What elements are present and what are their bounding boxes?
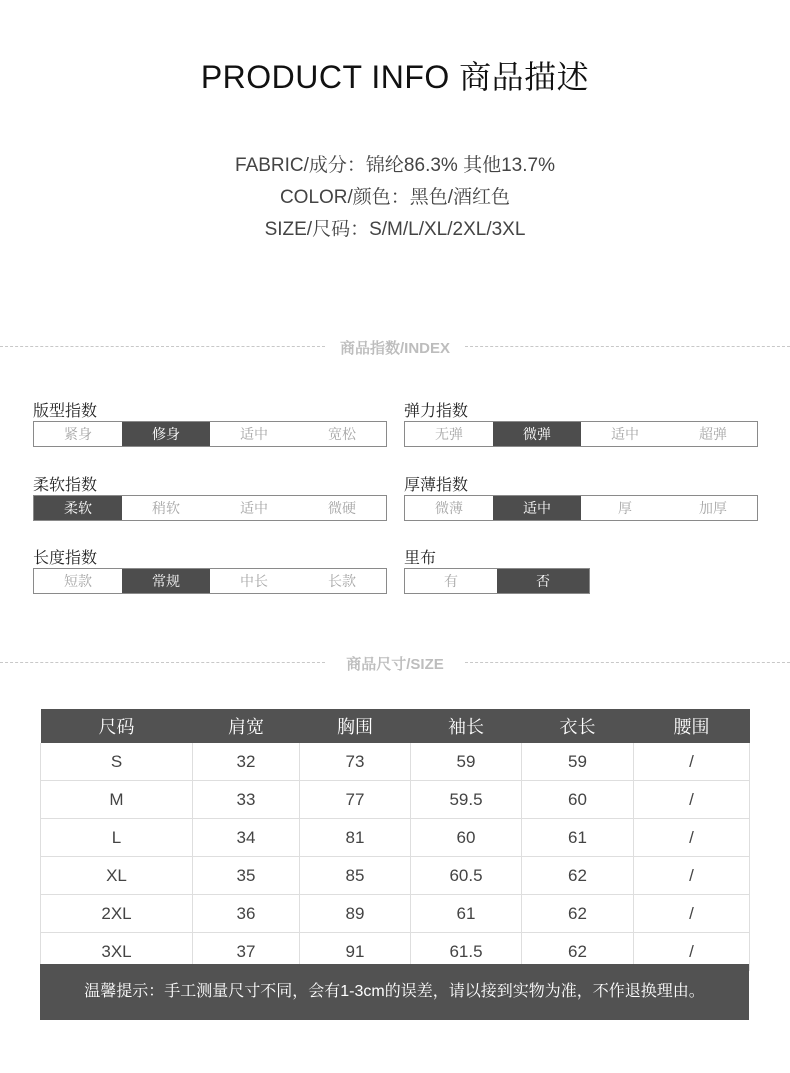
table-row bbox=[41, 895, 750, 933]
table-cell: 62 bbox=[522, 933, 634, 971]
table-cell: / bbox=[634, 819, 750, 857]
table-cell: / bbox=[634, 895, 750, 933]
table-cell: 61 bbox=[522, 819, 634, 857]
index-label-thickness: 厚薄指数 bbox=[404, 477, 469, 494]
index-option-selected: 适中 bbox=[493, 496, 581, 520]
table-cell: / bbox=[634, 857, 750, 895]
index-option: 短款 bbox=[64, 573, 92, 589]
size-table bbox=[40, 709, 750, 971]
index-bar-fit bbox=[33, 421, 387, 447]
table-cell: 33 bbox=[193, 781, 300, 819]
column-header: 肩宽 bbox=[193, 709, 300, 743]
index-heading-text: 商品指数/INDEX bbox=[339, 340, 450, 357]
column-header: 胸围 bbox=[300, 709, 411, 743]
table-cell: 36 bbox=[193, 895, 300, 933]
index-option: 有 bbox=[444, 573, 458, 589]
table-cell: 59.5 bbox=[411, 781, 522, 819]
table-cell: 34 bbox=[193, 819, 300, 857]
index-option: 长款 bbox=[328, 573, 356, 589]
index-label-length: 长度指数 bbox=[33, 550, 98, 567]
index-bar-length bbox=[33, 568, 387, 594]
index-option: 微硬 bbox=[328, 500, 356, 516]
index-label-lining: 里布 bbox=[404, 550, 437, 567]
table-cell: 89 bbox=[300, 895, 411, 933]
table-cell: 60 bbox=[411, 819, 522, 857]
index-label-elasticity: 弹力指数 bbox=[404, 403, 469, 420]
table-cell: 81 bbox=[300, 819, 411, 857]
page-title: PRODUCT INFO 商品描述 bbox=[200, 59, 590, 95]
table-cell: 2XL bbox=[41, 895, 193, 933]
index-option: 紧身 bbox=[64, 426, 92, 442]
index-option-selected: 否 bbox=[497, 569, 589, 593]
table-cell: L bbox=[41, 819, 193, 857]
size-heading-text: 商品尺寸/SIZE bbox=[346, 656, 444, 673]
table-cell: 61.5 bbox=[411, 933, 522, 971]
table-row bbox=[41, 781, 750, 819]
table-cell: 60.5 bbox=[411, 857, 522, 895]
column-header: 衣长 bbox=[522, 709, 634, 743]
index-option: 厚 bbox=[618, 500, 632, 516]
size-section-heading bbox=[0, 653, 790, 673]
index-option: 稍软 bbox=[152, 500, 180, 516]
color-info: COLOR/颜色：黑色/酒红色 bbox=[279, 187, 511, 208]
index-option: 宽松 bbox=[328, 426, 356, 442]
table-cell: 91 bbox=[300, 933, 411, 971]
index-bar-thickness bbox=[404, 495, 758, 521]
table-cell: M bbox=[41, 781, 193, 819]
table-cell: 35 bbox=[193, 857, 300, 895]
table-cell: 73 bbox=[300, 743, 411, 781]
index-option: 适中 bbox=[240, 500, 268, 516]
index-option: 适中 bbox=[611, 426, 639, 442]
index-section-heading bbox=[0, 337, 790, 357]
index-label-softness: 柔软指数 bbox=[33, 477, 98, 494]
index-option: 无弹 bbox=[435, 426, 463, 442]
index-option: 超弹 bbox=[699, 426, 727, 442]
column-header: 袖长 bbox=[411, 709, 522, 743]
divider-right bbox=[465, 346, 790, 347]
index-bar-lining bbox=[404, 568, 590, 594]
table-row bbox=[41, 857, 750, 895]
size-info: SIZE/尺码：S/M/L/XL/2XL/3XL bbox=[264, 219, 526, 240]
table-cell: / bbox=[634, 933, 750, 971]
table-cell: 59 bbox=[522, 743, 634, 781]
index-option: 适中 bbox=[240, 426, 268, 442]
index-option: 微薄 bbox=[435, 500, 463, 516]
index-option-selected: 修身 bbox=[122, 422, 210, 446]
table-cell: / bbox=[634, 781, 750, 819]
index-option-selected: 微弹 bbox=[493, 422, 581, 446]
table-cell: 32 bbox=[193, 743, 300, 781]
index-bar-elasticity bbox=[404, 421, 758, 447]
index-option: 中长 bbox=[240, 573, 268, 589]
fabric-info: FABRIC/成分：锦纶86.3% 其他13.7% bbox=[235, 155, 555, 176]
column-header: 腰围 bbox=[634, 709, 750, 743]
index-option-selected: 柔软 bbox=[34, 496, 122, 520]
table-row bbox=[41, 819, 750, 857]
size-table-header bbox=[41, 709, 750, 743]
table-cell: 85 bbox=[300, 857, 411, 895]
index-option: 加厚 bbox=[699, 500, 727, 516]
table-cell: 61 bbox=[411, 895, 522, 933]
table-cell: 77 bbox=[300, 781, 411, 819]
table-cell: 62 bbox=[522, 895, 634, 933]
table-cell: 3XL bbox=[41, 933, 193, 971]
index-bar-softness bbox=[33, 495, 387, 521]
table-cell: 37 bbox=[193, 933, 300, 971]
index-option-selected: 常规 bbox=[122, 569, 210, 593]
column-header: 尺码 bbox=[41, 709, 193, 743]
size-note: 温馨提示：手工测量尺寸不同，会有1-3cm的误差，请以接到实物为准，不作退换理由。 bbox=[40, 964, 749, 1020]
table-cell: S bbox=[41, 743, 193, 781]
table-cell: 62 bbox=[522, 857, 634, 895]
index-label-fit: 版型指数 bbox=[33, 403, 98, 420]
divider-right bbox=[465, 662, 790, 663]
table-row bbox=[41, 743, 750, 781]
table-cell: 60 bbox=[522, 781, 634, 819]
table-cell: / bbox=[634, 743, 750, 781]
table-cell: 59 bbox=[411, 743, 522, 781]
table-cell: XL bbox=[41, 857, 193, 895]
